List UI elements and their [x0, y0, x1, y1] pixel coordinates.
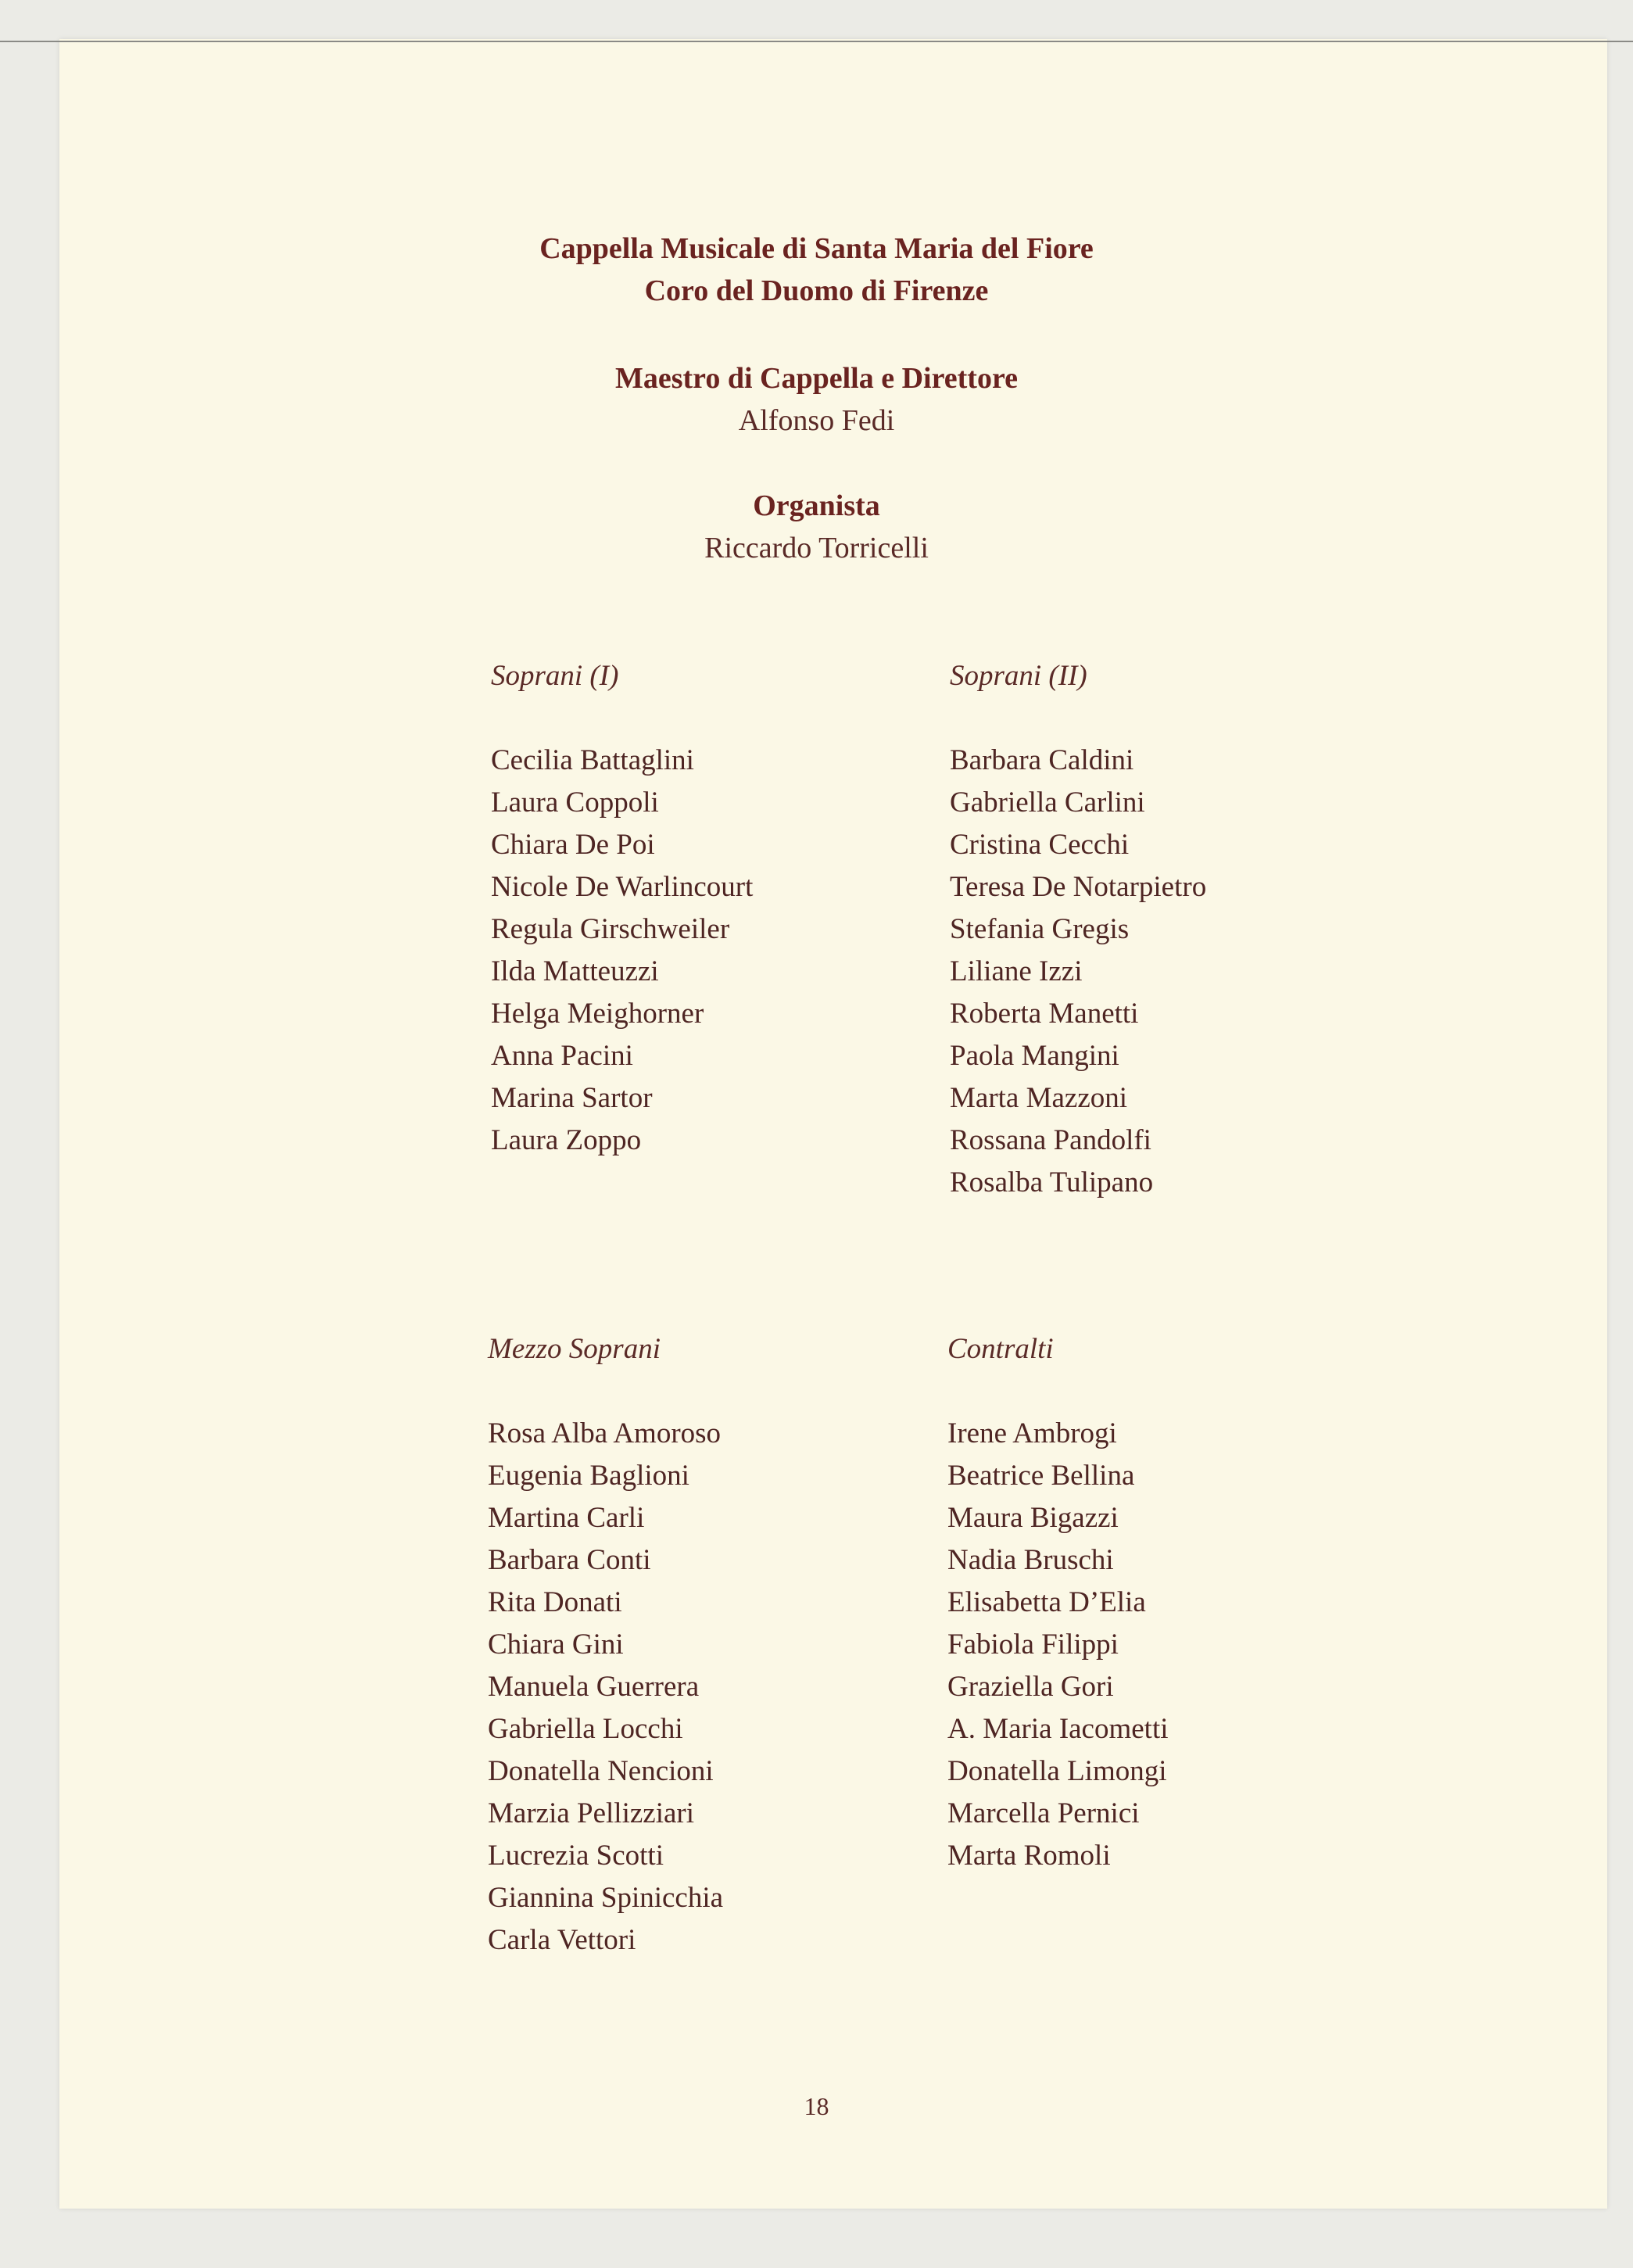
list-item: Marcella Pernici	[947, 1797, 1140, 1829]
list-item: Donatella Nencioni	[488, 1755, 714, 1787]
list-item: Rosa Alba Amoroso	[488, 1417, 722, 1449]
name-list	[950, 740, 1206, 1204]
list-item: Manuela Guerrera	[488, 1671, 700, 1703]
section-title: Contralti	[947, 1333, 1054, 1365]
list-item: Rossana Pandolfi	[950, 1124, 1151, 1156]
list-item: Liliane Izzi	[950, 955, 1083, 987]
director-role: Maestro di Cappella e Direttore	[614, 362, 1018, 395]
list-item: Cristina Cecchi	[950, 829, 1130, 861]
list-item: Gabriella Locchi	[488, 1713, 683, 1745]
list-item: Carla Vettori	[488, 1924, 636, 1956]
list-item: A. Maria Iacometti	[947, 1713, 1169, 1745]
list-item: Rita Donati	[488, 1586, 622, 1618]
list-item: Chiara Gini	[488, 1628, 624, 1661]
page-number: 18	[804, 2092, 829, 2120]
list-item: Marzia Pellizziari	[488, 1797, 695, 1829]
list-item: Elisabetta D’Elia	[947, 1586, 1146, 1618]
list-item: Rosalba Tulipano	[950, 1166, 1154, 1198]
list-item: Roberta Manetti	[950, 998, 1139, 1030]
list-item: Fabiola Filippi	[947, 1628, 1119, 1661]
list-item: Paola Mangini	[950, 1040, 1119, 1072]
list-item: Cecilia Battaglini	[491, 744, 694, 776]
organist-role: Organista	[753, 489, 880, 522]
list-item: Nadia Bruschi	[947, 1544, 1114, 1576]
list-item: Teresa De Notarpietro	[950, 871, 1207, 903]
section-title: Soprani (I)	[491, 660, 619, 692]
name-list	[491, 740, 753, 1162]
list-item: Lucrezia Scotti	[488, 1840, 664, 1872]
list-item: Stefania Gregis	[950, 913, 1130, 945]
org-name: Cappella Musicale di Santa Maria del Fiore	[539, 232, 1094, 265]
list-item: Maura Bigazzi	[947, 1502, 1119, 1534]
list-item: Barbara Caldini	[950, 744, 1134, 776]
list-item: Nicole De Warlincourt	[491, 871, 754, 903]
list-item: Eugenia Baglioni	[488, 1460, 689, 1492]
list-item: Barbara Conti	[488, 1544, 651, 1576]
organist-name: Riccardo Torricelli	[704, 532, 929, 564]
section-title: Mezzo Soprani	[488, 1333, 661, 1365]
list-item: Gabriella Carlini	[950, 786, 1145, 819]
list-item: Marina Sartor	[491, 1082, 653, 1114]
section-title: Soprani (II)	[950, 660, 1087, 692]
list-item: Irene Ambrogi	[947, 1417, 1117, 1449]
list-item: Beatrice Bellina	[947, 1460, 1135, 1492]
director-name: Alfonso Fedi	[738, 404, 895, 437]
list-item: Helga Meighorner	[491, 998, 704, 1030]
list-item: Chiara De Poi	[491, 829, 655, 861]
list-item: Graziella Gori	[947, 1671, 1114, 1703]
list-item: Marta Mazzoni	[950, 1082, 1128, 1114]
list-item: Marta Romoli	[947, 1840, 1111, 1872]
list-item: Ilda Matteuzzi	[491, 955, 659, 987]
list-item: Laura Zoppo	[491, 1124, 642, 1156]
list-item: Anna Pacini	[491, 1040, 633, 1072]
list-item: Martina Carli	[488, 1502, 645, 1534]
page-edge-line	[0, 41, 1633, 42]
name-list	[947, 1413, 1169, 1877]
list-item: Giannina Spinicchia	[488, 1882, 724, 1914]
list-item: Donatella Limongi	[947, 1755, 1167, 1787]
list-item: Regula Girschweiler	[491, 913, 730, 945]
list-item: Laura Coppoli	[491, 786, 659, 819]
name-list	[488, 1413, 723, 1962]
choir-name: Coro del Duomo di Firenze	[644, 274, 989, 307]
